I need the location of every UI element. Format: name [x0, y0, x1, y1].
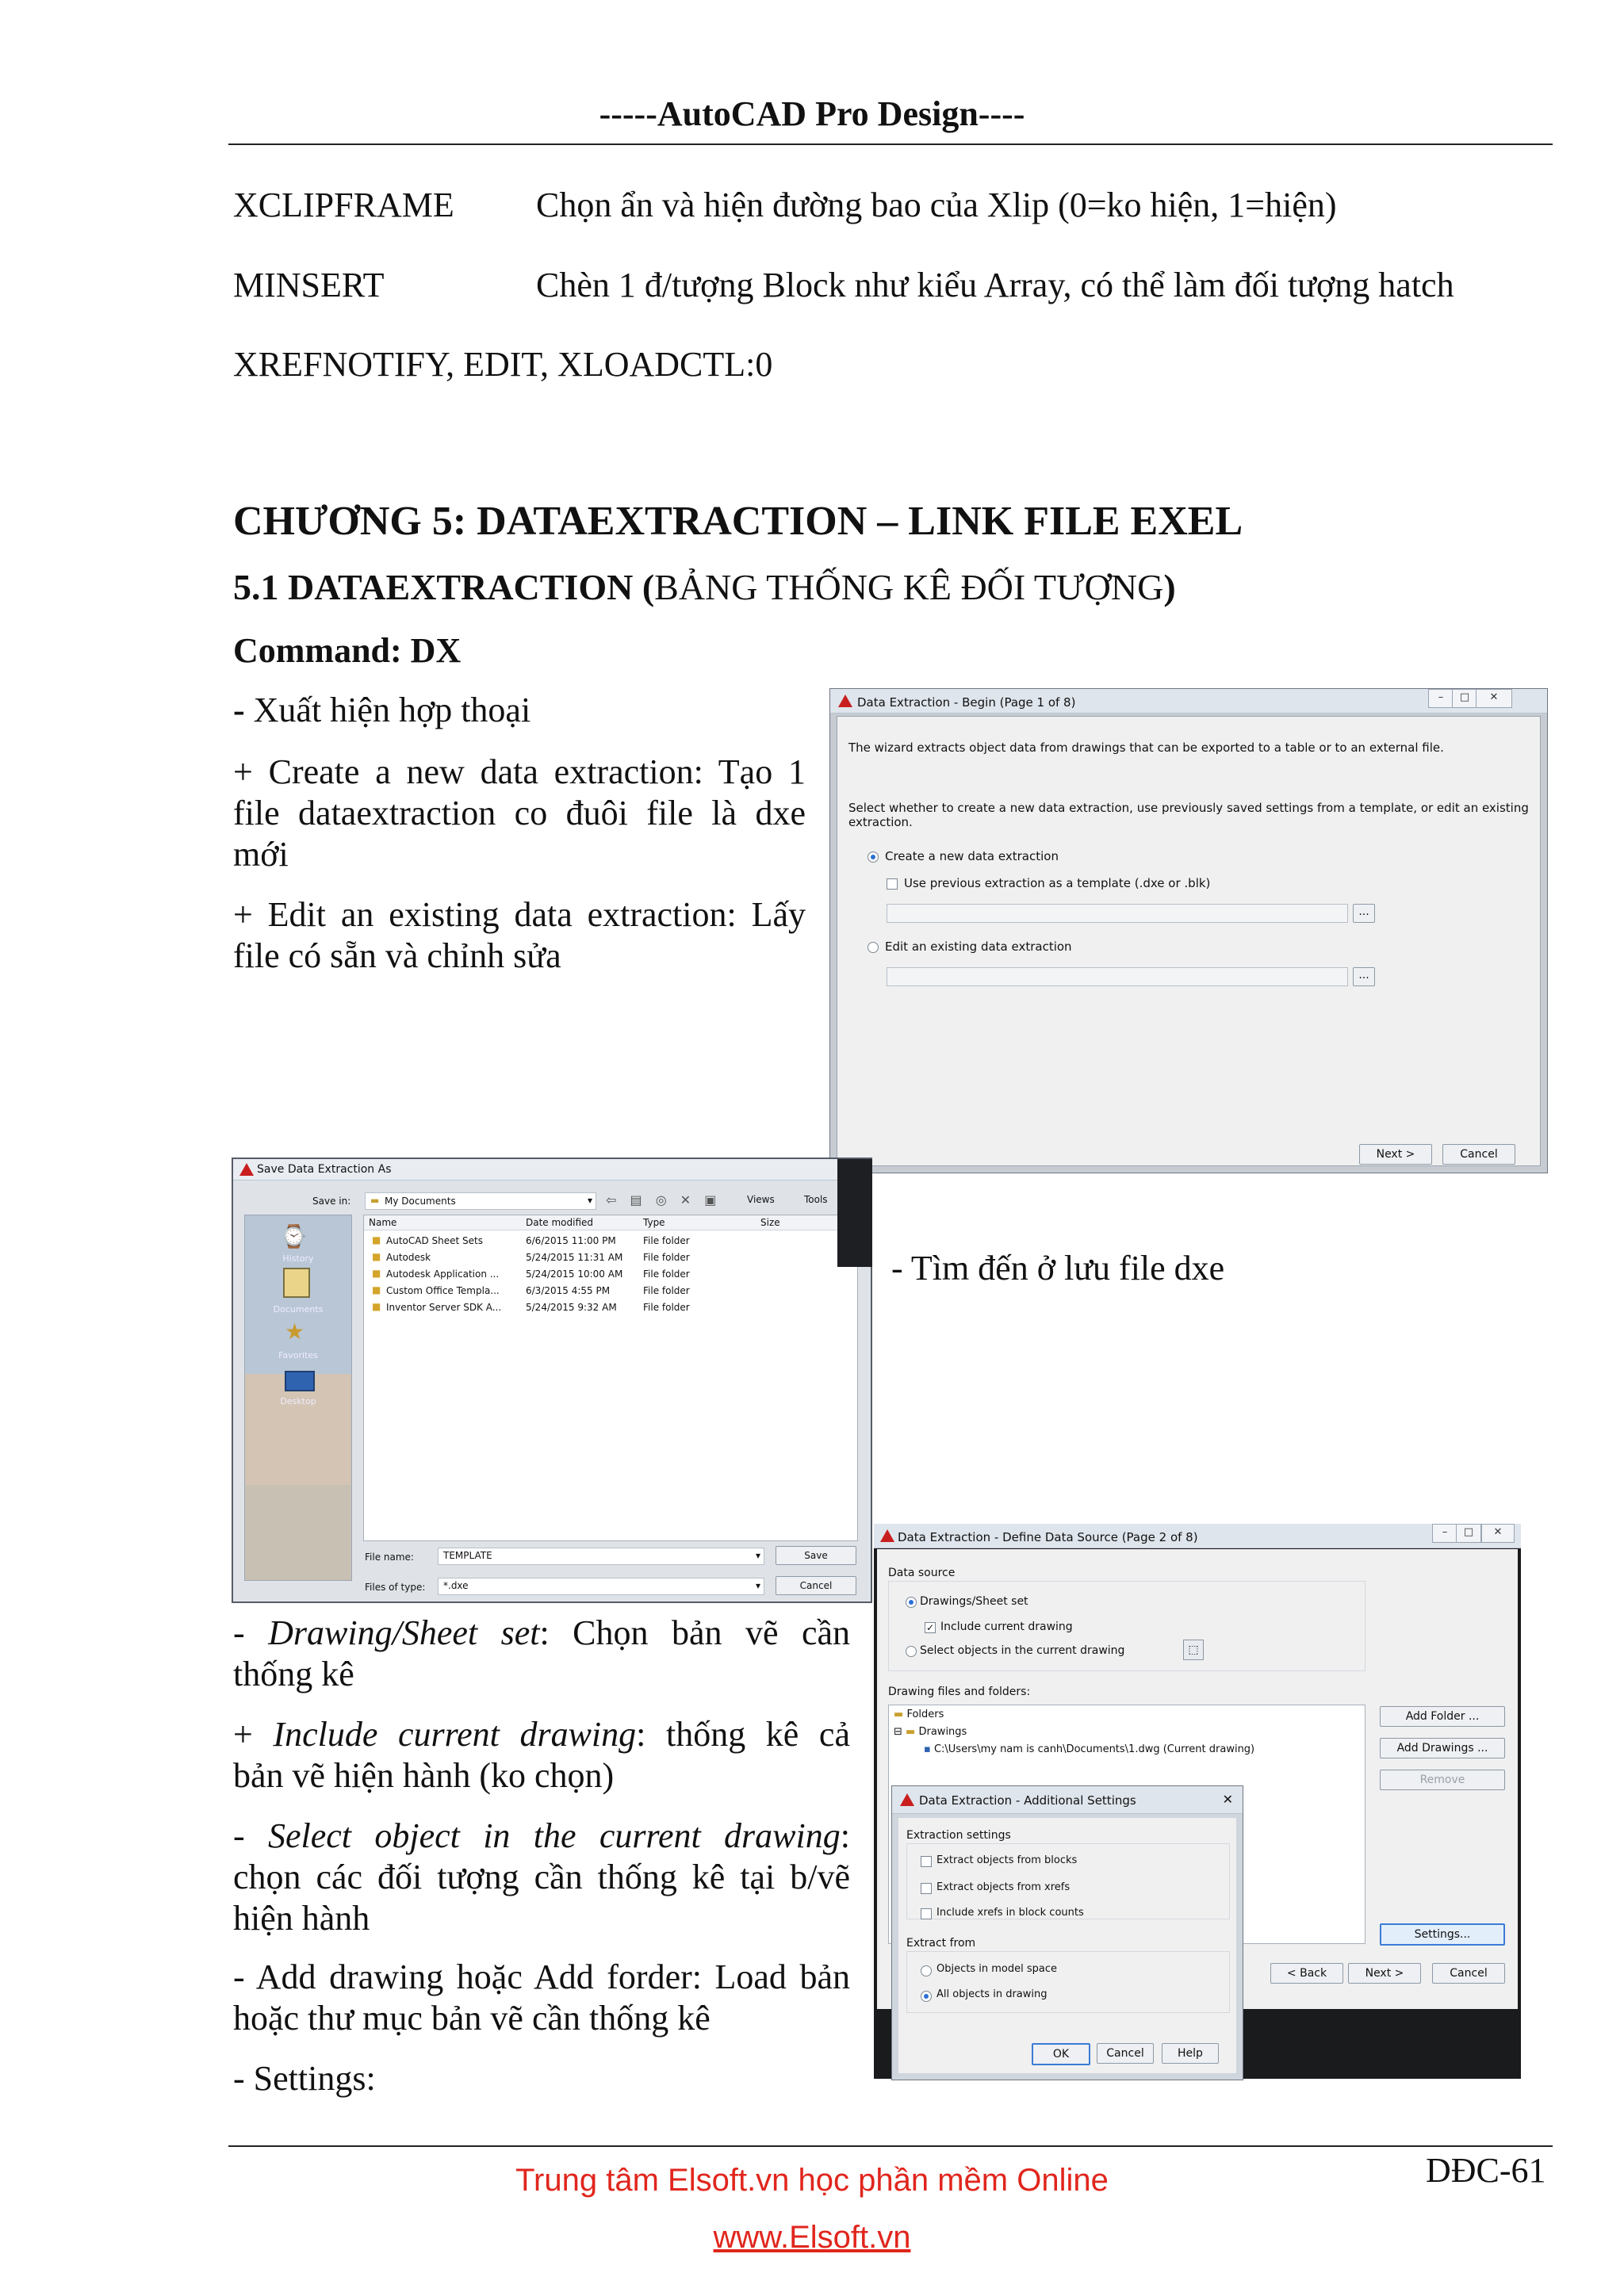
- table-row[interactable]: [364, 1299, 857, 1316]
- as-titlebar: [892, 1786, 1243, 1814]
- chevron-down-icon: ▾: [755, 1550, 760, 1561]
- table-row[interactable]: [364, 1249, 857, 1266]
- file-name-value: TEMPLATE: [443, 1550, 492, 1561]
- documents-icon[interactable]: [283, 1268, 310, 1298]
- explain-include-2: bản vẽ hiện hành (ko chọn): [233, 1756, 615, 1795]
- page-number: DĐC-61: [1426, 2151, 1546, 2190]
- section-title-bold: 5.1 DATAEXTRACTION (: [233, 567, 655, 607]
- var-desc-minsert: Chèn 1 đ/tượng Block như kiểu Array, có thể làm đối tượng hatch: [536, 266, 1454, 304]
- row-type: File folder: [643, 1235, 690, 1246]
- row-type: File folder: [643, 1269, 690, 1280]
- save-in-select[interactable]: [365, 1192, 596, 1210]
- create-new-label: Create a new data extraction: [885, 849, 1059, 863]
- col-name[interactable]: Name: [369, 1217, 397, 1228]
- row-date: 5/24/2015 11:31 AM: [526, 1252, 623, 1263]
- data-extraction-begin-dialog: [829, 688, 1548, 1173]
- autocad-icon: [838, 695, 852, 707]
- dialog-client: [837, 716, 1541, 1166]
- places-bar: [244, 1215, 352, 1581]
- maximize-icon[interactable]: □: [1456, 1524, 1481, 1543]
- chevron-down-icon: ▾: [587, 1195, 592, 1206]
- folder-icon: ■: [372, 1251, 381, 1262]
- explain-include-term: Include current drawing: [273, 1715, 637, 1754]
- row-date: 5/24/2015 10:00 AM: [526, 1269, 623, 1280]
- footer-link[interactable]: www.Elsoft.vn: [713, 2220, 911, 2255]
- model-space-radio[interactable]: [921, 1965, 932, 1976]
- place-desktop[interactable]: Desktop: [280, 1396, 316, 1406]
- intro-edit-1: + Edit an existing data extraction: Lấy: [233, 895, 806, 934]
- file-list-header: [364, 1215, 857, 1230]
- folder-icon: ▬: [894, 1709, 904, 1720]
- explain-select: - Select object in the current drawing:: [233, 1816, 850, 1855]
- section-title-normal: BẢNG THỐNG KÊ ĐỐI TƯỢNG: [654, 567, 1164, 607]
- explain-drawing-desc: : Chọn bản vẽ cần: [539, 1613, 850, 1652]
- pick-objects-icon[interactable]: ⬚: [1183, 1640, 1204, 1660]
- explain-add-2: hoặc thư mục bản vẽ cần thống kê: [233, 1999, 710, 2038]
- desktop-icon[interactable]: [285, 1371, 315, 1391]
- col-date[interactable]: Date modified: [526, 1217, 594, 1228]
- explain-include-desc: : thống kê cả: [636, 1715, 850, 1754]
- row-name: Inventor Server SDK A...: [386, 1302, 502, 1313]
- as-client: [898, 1818, 1236, 2073]
- save-cancel-button[interactable]: Cancel: [776, 1576, 856, 1595]
- autocad-icon: [880, 1529, 894, 1542]
- model-space-label: Objects in model space: [936, 1963, 1057, 1975]
- ok-button[interactable]: OK: [1032, 2043, 1090, 2065]
- tree-folders-label: Folders: [906, 1709, 944, 1720]
- folder-icon: ■: [372, 1234, 381, 1246]
- template-browse-button[interactable]: ...: [1353, 904, 1375, 923]
- folder-icon: ■: [372, 1268, 381, 1279]
- drawings-radio[interactable]: [906, 1597, 917, 1608]
- explain-include: + Include current drawing: thống kê cả: [233, 1715, 850, 1754]
- explain-drawing-term: Drawing/Sheet set: [268, 1613, 540, 1652]
- all-objects-radio[interactable]: [921, 1991, 932, 2002]
- file-type-select[interactable]: [438, 1578, 764, 1595]
- existing-path-input[interactable]: [887, 967, 1348, 986]
- folder-icon: ■: [372, 1284, 381, 1295]
- extract-xrefs-label: Extract objects from xrefs: [936, 1881, 1071, 1893]
- as-title: Data Extraction - Additional Settings: [919, 1793, 1136, 1808]
- back-button[interactable]: < Back: [1270, 1963, 1343, 1984]
- drawing-file-icon: ▪: [924, 1743, 931, 1755]
- save-in-label: Save in:: [312, 1196, 351, 1207]
- add-folder-button[interactable]: Add Folder ...: [1380, 1706, 1505, 1727]
- explain-select-3: hiện hành: [233, 1899, 370, 1938]
- var-desc-xclipframe: Chọn ẩn và hiện đường bao của Xlip (0=ko hiện, 1=hiện): [536, 186, 1337, 224]
- tree-drawing-path: C:\Users\my nam is canh\Documents\1.dwg (Current drawing): [933, 1743, 1255, 1755]
- var-name-xclipframe: XCLIPFRAME: [233, 186, 454, 224]
- files-folders-label: Drawing files and folders:: [888, 1686, 1031, 1698]
- maximize-icon[interactable]: □: [1452, 689, 1477, 708]
- close-icon[interactable]: ✕: [1476, 689, 1512, 708]
- include-current-checkbox[interactable]: ✓: [925, 1622, 935, 1633]
- xref-line: XREFNOTIFY, EDIT, XLOADCTL:0: [233, 345, 773, 384]
- section-title-close: ): [1163, 567, 1176, 607]
- save-button[interactable]: Save: [776, 1546, 856, 1565]
- find-file-text: - Tìm đến ở lưu file dxe: [891, 1249, 1225, 1288]
- place-documents[interactable]: Documents: [273, 1304, 324, 1314]
- intro-create-1: + Create a new data extraction: Tạo 1: [233, 752, 806, 791]
- save-dialog-title: Save Data Extraction As: [257, 1163, 392, 1176]
- var-name-minsert: MINSERT: [233, 266, 385, 304]
- tree-drawings-item[interactable]: [894, 1726, 967, 1738]
- row-name: AutoCAD Sheet Sets: [386, 1235, 483, 1246]
- favorites-icon[interactable]: ★: [285, 1318, 305, 1345]
- ds-titlebar: [874, 1524, 1521, 1548]
- file-list: [363, 1215, 858, 1541]
- cancel-button[interactable]: Cancel: [1442, 1144, 1515, 1165]
- additional-settings-dialog: [891, 1785, 1243, 2080]
- create-new-radio[interactable]: [868, 851, 879, 863]
- autocad-icon: [900, 1793, 914, 1806]
- select-objects-label: Select objects in the current drawing: [920, 1644, 1125, 1657]
- row-type: File folder: [643, 1252, 690, 1263]
- command-label: Command: DX: [233, 631, 462, 670]
- extract-from-group: [906, 1951, 1230, 2013]
- save-dialog-titlebar: [233, 1159, 871, 1181]
- dialog-titlebar: [830, 689, 1547, 714]
- header-rule: [228, 144, 1553, 145]
- extract-from-label: Extract from: [906, 1937, 976, 1950]
- explain-drawing: - Drawing/Sheet set: Chọn bản vẽ cần: [233, 1613, 850, 1652]
- footer-rule: [228, 2145, 1553, 2147]
- edit-existing-label: Edit an existing data extraction: [885, 939, 1072, 954]
- col-size[interactable]: Size: [760, 1217, 780, 1228]
- toolbar-icons[interactable]: ⇦ ▤ ◎ ✕ ▣: [606, 1192, 722, 1207]
- save-in-value: My Documents: [385, 1196, 456, 1207]
- include-current-label: Include current drawing: [940, 1621, 1073, 1633]
- explain-settings: - Settings:: [233, 2059, 376, 2098]
- minimize-icon[interactable]: –: [1432, 1524, 1457, 1543]
- intro-appear-text: Xuất hiện hợp thoại: [253, 691, 531, 729]
- extract-blocks-label: Extract objects from blocks: [936, 1854, 1078, 1866]
- places-bar-lower: [245, 1485, 351, 1580]
- drawings-label: Drawings/Sheet set: [920, 1595, 1028, 1608]
- file-rows: [364, 1233, 857, 1316]
- add-drawings-button[interactable]: Add Drawings ...: [1380, 1738, 1505, 1758]
- use-template-checkbox[interactable]: [887, 878, 898, 890]
- table-row[interactable]: [364, 1233, 857, 1249]
- chevron-down-icon: ▾: [755, 1580, 760, 1591]
- save-data-extraction-dialog: [232, 1158, 872, 1603]
- table-row[interactable]: [364, 1283, 857, 1299]
- data-source-label: Data source: [888, 1567, 956, 1579]
- tools-menu[interactable]: Tools: [804, 1194, 828, 1205]
- explain-select-colon: :: [840, 1816, 850, 1855]
- close-icon[interactable]: ✕: [1481, 1524, 1515, 1543]
- autocad-icon: [239, 1163, 254, 1176]
- row-date: 6/3/2015 4:55 PM: [526, 1285, 611, 1296]
- row-name: Custom Office Templa...: [386, 1285, 500, 1296]
- intro-create-3: mới: [233, 835, 289, 874]
- edit-existing-radio[interactable]: [868, 942, 879, 953]
- row-date: 6/6/2015 11:00 PM: [526, 1235, 616, 1246]
- folder-icon: ■: [372, 1301, 381, 1312]
- intro-create-2: file dataextraction co đuôi file là dxe: [233, 794, 806, 832]
- use-template-label: Use previous extraction as a template (.dxe or .blk): [904, 876, 1211, 890]
- place-favorites[interactable]: Favorites: [278, 1350, 318, 1360]
- select-objects-radio[interactable]: [906, 1646, 917, 1657]
- row-name: Autodesk Application ...: [386, 1269, 500, 1280]
- template-path-input[interactable]: [887, 904, 1348, 923]
- include-xrefs-checkbox[interactable]: [921, 1908, 932, 1919]
- file-name-label: File name:: [365, 1552, 414, 1563]
- ds-title: Data Extraction - Define Data Source (Page 2 of 8): [898, 1530, 1198, 1544]
- include-xrefs-label: Include xrefs in block counts: [936, 1907, 1084, 1919]
- footer-center-text: Trung tâm Elsoft.vn học phần mềm Online: [515, 2163, 1109, 2198]
- row-type: File folder: [643, 1285, 690, 1296]
- table-row[interactable]: [364, 1266, 857, 1283]
- page-header: -----AutoCAD Pro Design----: [599, 94, 1025, 133]
- file-type-value: *.dxe: [443, 1580, 469, 1591]
- col-type[interactable]: Type: [643, 1217, 665, 1228]
- section-title: [233, 566, 1176, 608]
- dialog-intro: The wizard extracts object data from drawings that can be exported to a table or to an external file.: [848, 740, 1444, 755]
- explain-add: - Add drawing hoặc Add forder: Load bản: [233, 1957, 850, 1996]
- ds-next-button[interactable]: Next >: [1348, 1963, 1421, 1984]
- row-type: File folder: [643, 1302, 690, 1313]
- dialog-select-text: Select whether to create a new data extraction, use previously saved settings from a template, or edit an existing extraction.: [848, 801, 1529, 829]
- explain-select-2: chọn các đối tượng cần thống kê tại b/vẽ: [233, 1858, 850, 1896]
- settings-button[interactable]: Settings...: [1380, 1923, 1505, 1946]
- explain-select-term: Select object in the current drawing: [267, 1816, 841, 1855]
- tree-drawings-label: Drawings: [918, 1726, 967, 1738]
- extraction-settings-label: Extraction settings: [906, 1829, 1011, 1842]
- folder-icon: ▬: [370, 1195, 380, 1206]
- dark-overlay-strip: [837, 1159, 872, 1267]
- existing-browse-button[interactable]: ...: [1353, 967, 1375, 986]
- dialog-title: Data Extraction - Begin (Page 1 of 8): [857, 695, 1076, 710]
- expand-icon[interactable]: ⊟: [894, 1726, 902, 1738]
- place-history[interactable]: History: [282, 1253, 314, 1264]
- intro-edit-2: file có sẵn và chỉnh sửa: [233, 936, 561, 975]
- all-objects-label: All objects in drawing: [936, 1988, 1048, 2000]
- explain-drawing-2: thống kê: [233, 1655, 354, 1693]
- extract-xrefs-checkbox[interactable]: [921, 1883, 932, 1894]
- extract-blocks-checkbox[interactable]: [921, 1856, 932, 1867]
- file-name-input[interactable]: [438, 1548, 764, 1565]
- minimize-icon[interactable]: –: [1428, 689, 1454, 708]
- folder-icon: ▬: [906, 1726, 916, 1738]
- history-icon[interactable]: ⌚: [280, 1223, 308, 1249]
- file-type-label: Files of type:: [365, 1582, 426, 1593]
- remove-button[interactable]: Remove: [1380, 1770, 1505, 1790]
- as-cancel-button[interactable]: Cancel: [1097, 2043, 1154, 2064]
- intro-appear: - Xuất hiện hợp thoại: [233, 691, 531, 729]
- views-menu[interactable]: Views: [747, 1194, 775, 1205]
- tree-drawing-file[interactable]: [924, 1743, 1254, 1755]
- ds-cancel-button[interactable]: Cancel: [1432, 1963, 1505, 1984]
- next-button[interactable]: Next >: [1359, 1144, 1432, 1165]
- tree-folders-item[interactable]: [894, 1709, 944, 1720]
- help-button[interactable]: Help: [1162, 2043, 1219, 2064]
- row-name: Autodesk: [386, 1252, 431, 1263]
- chapter-title: CHƯƠNG 5: DATAEXTRACTION – LINK FILE EXEL: [233, 499, 1243, 544]
- row-date: 5/24/2015 9:32 AM: [526, 1302, 617, 1313]
- close-icon[interactable]: ✕: [1222, 1792, 1233, 1807]
